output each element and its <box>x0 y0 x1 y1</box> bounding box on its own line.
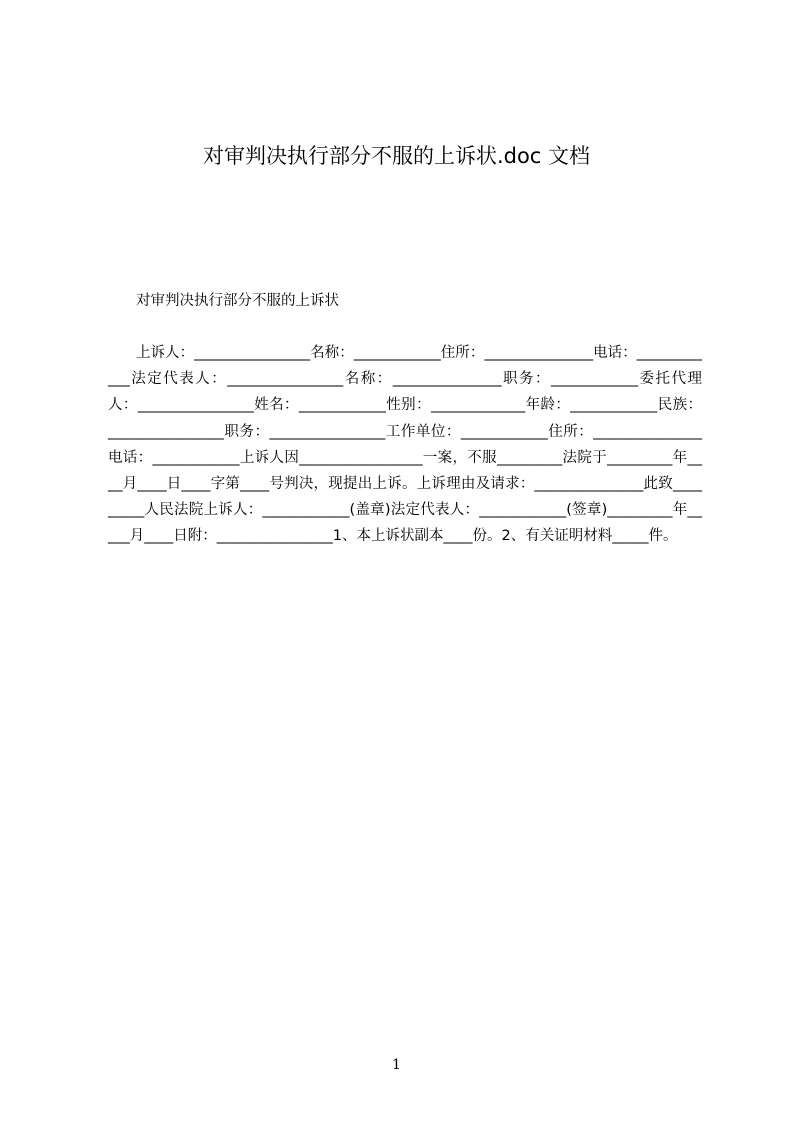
page-number: 1 <box>392 1057 401 1073</box>
document-header-title: 对审判决执行部分不服的上诉状.doc 文档 <box>202 144 591 168</box>
appeal-form-body: 上诉人：________________名称：____________住所：_______________电话：____________法定代表人：________________名称：_______________职务：____________委托代理人：________________姓名：____________性别：_____________年龄：____________民族：________________职务：________________工作单位：____________住所：_______________电话：____________上诉人因_________________一案，不服_________法院于_________年____月____日____字第____号判决，现提出上诉。上诉理由及请求：_______________此致_________人民法院上诉人：____________(盖章)法定代表人：____________(签章)_________年_____月____日附：________________1、本上诉状副本____份。2、有关证明材料_____件。 <box>108 345 702 545</box>
section-title: 对审判决执行部分不服的上诉状 <box>136 293 339 309</box>
document-content <box>108 288 702 550</box>
